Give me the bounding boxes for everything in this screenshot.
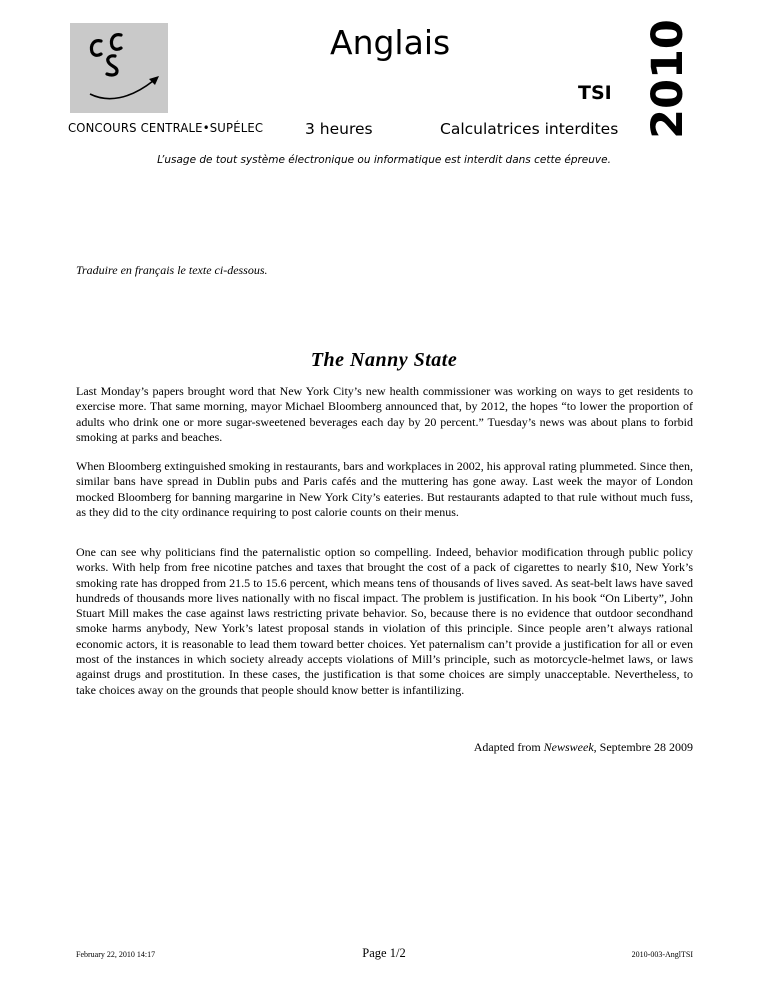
paragraph-3: One can see why politicians find the paternalistic option so compelling. Indeed, behavior modification through public policy works. With help from free nicotine patches and taxes that brought the cost of a pack of cigarettes to nearly $10, New York’s smoking rate has dropped from 21.5 to 15.6 percent, which means tens of thousands of lives saved. As seat-belt laws have saved hundreds of thousands more lives nationally with no fiscal impact. The problem is justification. In his book “On Liberty”, John Stuart Mill makes the case against laws restricting private behavior. So, because there is no evidence that outdoor secondhand smoke harms anybody, New York’s latest proposal stands in violation of this principle. Since people aren’t always rational economic actors, it is reasonable to lead them toward better choices. Yet paternalism can’t provide a justification for all or even most of the instances in which society already accepts violations of Mill’s principle, such as motorcycle-helmet laws, or laws against drugs and prostitution. In these cases, the justification is that some choices are simply unacceptable. Nevertheless, to take choices away on the grounds that people should know better is infantilizing. [76,545,693,697]
footer-date: February 22, 2010 14:17 [76,950,156,959]
logo-mark-icon [70,23,168,113]
filiere-label: TSI [578,82,612,104]
document-reference: 2010-003-AnglTSI [631,950,693,959]
source-date: , Septembre 28 2009 [593,740,693,754]
source-publication: Newsweek [543,740,594,754]
year-banner [633,20,703,138]
paragraph-1: Last Monday’s papers brought word that New York City’s new health commissioner was working on ways to get residents to exercise more. That same morning, mayor Michael Bloomberg announced that, by 2012, the hopes “to lower the proportion of adults who drink one or more sugar-sweetened beverages each day by 20 percent.” Tuesday’s news was about plans to forbid smoking at parks and beaches. [76,384,693,444]
source-citation [474,740,693,755]
logo [70,23,168,113]
calculator-rule: Calculatrices interdites [440,120,619,138]
paragraph-2: When Bloomberg extinguished smoking in restaurants, bars and workplaces in 2002, his approval rating plummeted. Since then, similar bans have spread in Dublin pubs and Paris cafés and the muttering has gone away. Last week the mayor of London mocked Bloomberg for banning margarine in New York City’s eateries. But restaurants adapted to that rule without much fuss, as they did to the city ordinance requiring to post calorie counts on their menus. [76,459,693,519]
page-number: Page 1/2 [362,946,406,960]
text-title: The Nanny State [310,349,458,371]
electronics-notice: L’usage de tout système électronique ou informatique est interdit dans cette épreuve. [157,154,611,166]
source-prefix: Adapted from [473,740,544,754]
subject-title: Anglais [330,23,451,62]
exam-duration: 3 heures [305,120,373,138]
instruction: Traduire en français le texte ci-dessous. [76,263,268,277]
exam-year: 2010 [643,19,693,139]
logo-caption: CONCOURS CENTRALE•SUPÉLEC [68,120,264,135]
